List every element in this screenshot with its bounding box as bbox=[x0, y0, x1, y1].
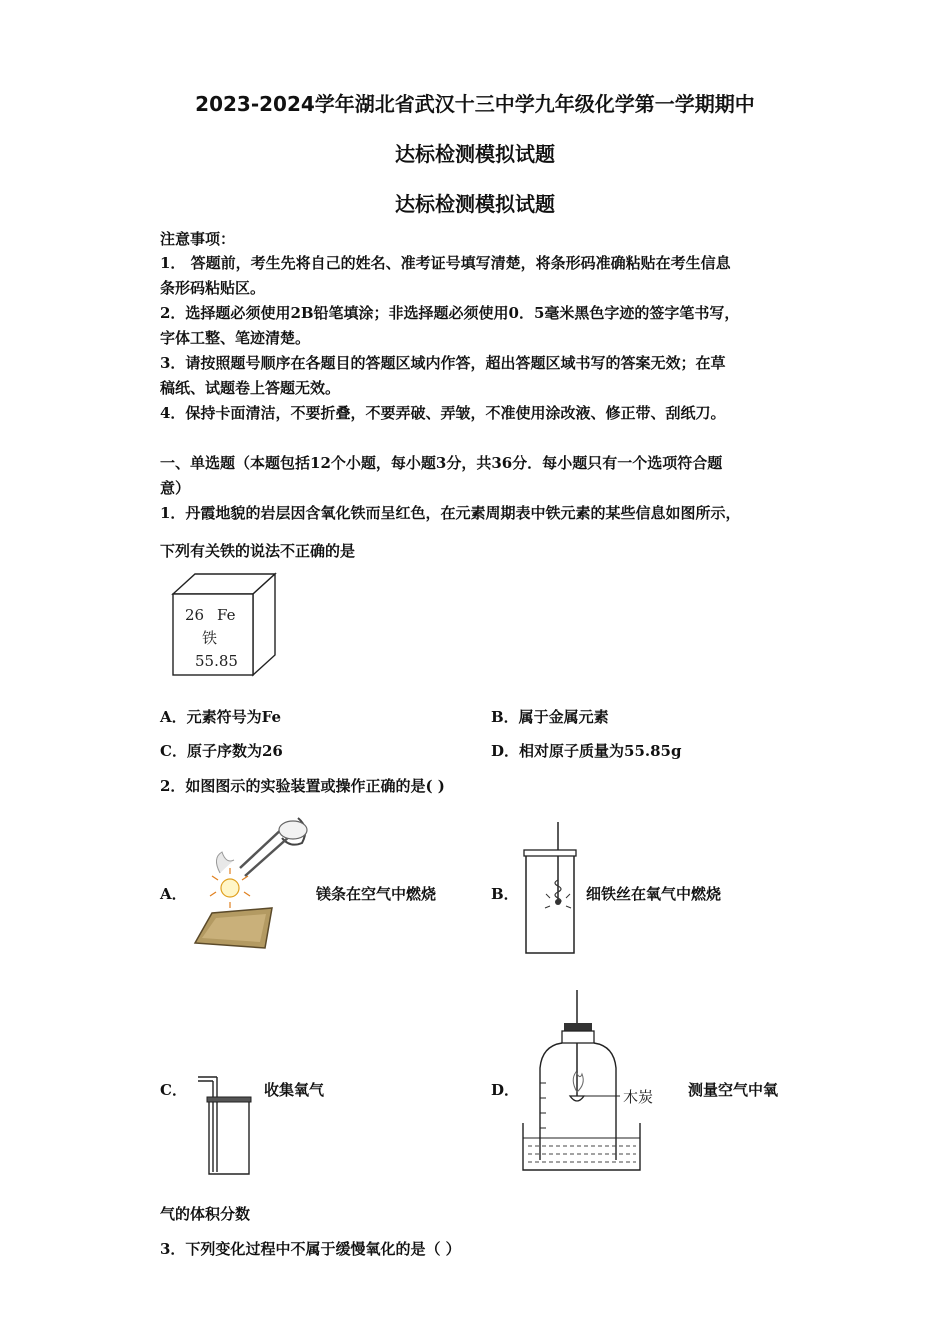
notes-line: 3．请按照题号顺序在各题目的答题区域内作答，超出答题区域书写的答案无效；在草 bbox=[160, 354, 726, 372]
q2-option-a-text: 镁条在空气中燃烧 bbox=[316, 885, 437, 903]
option-d: D．相对原子质量为55.85g bbox=[491, 742, 682, 760]
section-heading: 一、单选题（本题包括12个小题，每小题3分，共36分．每小题只有一个选项符合题 bbox=[160, 454, 723, 472]
charcoal-label: 木炭 bbox=[623, 1088, 654, 1106]
q2-option-d-text-cont: 气的体积分数 bbox=[160, 1205, 251, 1223]
periodic-cell-diagram bbox=[165, 570, 280, 680]
atomic-number: 26 bbox=[185, 606, 205, 624]
notes-line: 2．选择题必须使用2B铅笔填涂；非选择题必须使用0．5毫米黑色字迹的签字笔书写， bbox=[160, 304, 740, 322]
q2-option-b-text: 细铁丝在氧气中燃烧 bbox=[586, 885, 722, 903]
oxygen-collection-diagram bbox=[195, 1072, 255, 1177]
iron-wire-bottle-diagram bbox=[520, 820, 580, 955]
notes-line: 1． 答题前，考生先将自己的姓名、准考证号填写清楚，将条形码准确粘贴在考生信息 bbox=[160, 254, 731, 272]
question-2-stem: 2．如图图示的实验装置或操作正确的是( ) bbox=[160, 777, 445, 795]
q2-option-c-label: C． bbox=[160, 1081, 187, 1099]
element-symbol: Fe bbox=[217, 606, 236, 624]
option-c: C．原子序数为26 bbox=[160, 742, 283, 760]
question-1-stem: 1．丹霞地貌的岩层因含氧化铁而呈红色，在元素周期表中铁元素的某些信息如图所示， bbox=[160, 504, 741, 522]
q2-option-a-label: A． bbox=[160, 885, 187, 903]
q2-option-d-text: 测量空气中氧 bbox=[688, 1081, 779, 1099]
option-b: B．属于金属元素 bbox=[491, 708, 609, 726]
q2-option-b-label: B． bbox=[491, 885, 519, 903]
q2-option-d-label: D． bbox=[491, 1081, 520, 1099]
question-3-stem: 3．下列变化过程中不属于缓慢氧化的是（ ） bbox=[160, 1240, 461, 1258]
magnesium-burning-diagram bbox=[190, 808, 320, 953]
section-heading-cont: 意） bbox=[160, 479, 191, 497]
page-subtitle-repeat: 达标检测模拟试题 bbox=[395, 192, 555, 216]
option-a: A．元素符号为Fe bbox=[160, 708, 282, 726]
notes-line: 4．保持卡面清洁，不要折叠，不要弄破、弄皱，不准使用涂改液、修正带、刮纸刀。 bbox=[160, 404, 726, 422]
oxygen-measurement-diagram bbox=[520, 988, 680, 1178]
notes-line: 字体工整、笔迹清楚。 bbox=[160, 329, 311, 347]
question-1-stem-cont: 下列有关铁的说法不正确的是 bbox=[160, 542, 356, 560]
element-name: 铁 bbox=[202, 629, 218, 647]
page-title: 2023-2024学年湖北省武汉十三中学九年级化学第一学期期中 bbox=[195, 92, 755, 116]
notes-heading: 注意事项： bbox=[160, 230, 236, 248]
notes-line: 条形码粘贴区。 bbox=[160, 279, 266, 297]
q2-option-c-text: 收集氧气 bbox=[264, 1081, 325, 1099]
notes-line: 稿纸、试题卷上答题无效。 bbox=[160, 379, 341, 397]
atomic-mass: 55.85 bbox=[195, 652, 238, 670]
page-subtitle: 达标检测模拟试题 bbox=[395, 142, 555, 166]
